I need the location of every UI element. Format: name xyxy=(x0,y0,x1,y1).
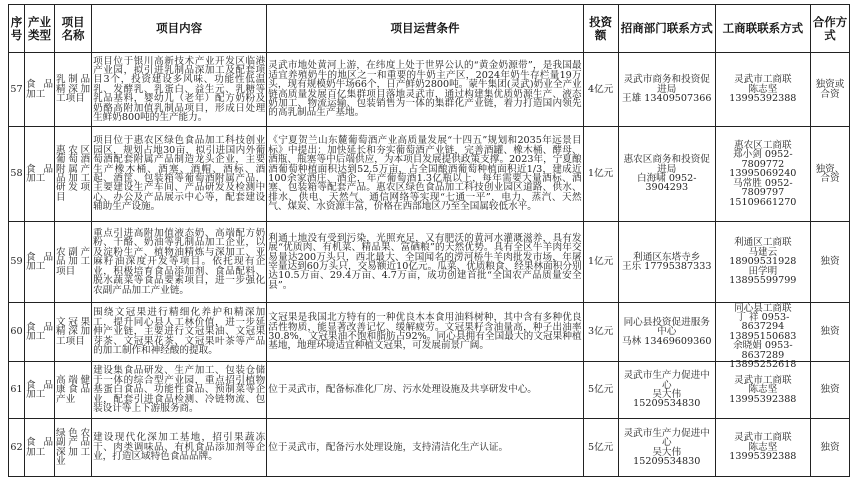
header-no: 序号 xyxy=(9,5,25,53)
row-name xyxy=(55,362,92,419)
row-content xyxy=(92,362,267,419)
row-invest-contact xyxy=(618,53,715,127)
row-investment xyxy=(583,127,618,222)
row-type-text: 食品加工 xyxy=(26,163,54,184)
row-no xyxy=(9,362,25,419)
row-fic-contact xyxy=(715,362,810,419)
row-cooperation-text: 独资 xyxy=(820,441,840,453)
row-cooperation-text: 独资或合资 xyxy=(815,79,845,100)
row-investment xyxy=(583,419,618,477)
row-no-text: 59 xyxy=(10,256,23,268)
row-content-text: 重点引进高附加值液态奶、高端配方奶粉、干酪、奶油等乳制品加工企业，以及淀粉生产、植物油精炼与深加工、亚麻籽油深度开发等项目。依托现有企业，积极培育食品添加剂、食品配料、脱水蔬菜等食品要素项目，进一步强化农副产品加工产业链。 xyxy=(93,228,266,296)
row-name xyxy=(55,222,92,303)
row-no xyxy=(9,53,25,127)
row-no xyxy=(9,419,25,477)
row-type xyxy=(25,303,55,362)
row-content xyxy=(92,303,267,362)
row-type-text: 食品加工 xyxy=(26,79,54,100)
row-investment xyxy=(583,303,618,362)
row-investment-text: 4亿元 xyxy=(588,83,614,95)
investment-projects-table xyxy=(8,4,850,477)
row-fic-contact xyxy=(715,419,810,477)
table-header-row xyxy=(9,5,850,53)
row-content xyxy=(92,127,267,222)
row-no-text: 57 xyxy=(10,83,23,95)
header-content: 项目内容 xyxy=(92,5,267,53)
table-row xyxy=(9,53,850,127)
row-content-text: 项目位于银川高新技术产业开发区临港产业园，拟引进乳制品深加工及配套项目3个，投资建设多风味、功能性低温乳、发酵乳、乳蛋白、益生元、乳糖等乳品基料，婴幼儿（老年）配方奶粉及奶酪高附加值乳制品项目，形成日处理生鲜奶800吨的生产能力。 xyxy=(93,55,266,124)
row-fic-contact xyxy=(715,222,810,303)
row-no-text: 61 xyxy=(10,384,23,396)
row-invest-contact-text: 利通区东塔寺乡 王乐 17795387333 xyxy=(622,251,712,272)
row-invest-contact-text: 灵武市商务和投资促进局 王雄 13409507366 xyxy=(622,74,712,105)
row-cooperation-text: 独资 xyxy=(820,384,840,396)
row-type xyxy=(25,222,55,303)
row-name-text: 乳制品精深加工项目 xyxy=(56,74,91,105)
row-name xyxy=(55,303,92,362)
row-investment-text: 1亿元 xyxy=(588,168,614,180)
row-content xyxy=(92,419,267,477)
row-invest-contact-text: 惠农区商务和投资促进局 白海啸 0952-3904293 xyxy=(623,154,710,194)
row-invest-contact xyxy=(618,127,715,222)
row-investment xyxy=(583,53,618,127)
header-invest-contact: 招商部门联系方式 xyxy=(618,5,715,53)
row-no xyxy=(9,127,25,222)
table-row xyxy=(9,419,850,477)
header-name: 项目名称 xyxy=(55,5,92,53)
header-type: 产业类型 xyxy=(25,5,55,53)
row-cooperation xyxy=(810,419,849,477)
header-conditions: 项目运营条件 xyxy=(267,5,583,53)
row-no xyxy=(9,222,25,303)
row-conditions xyxy=(267,53,583,127)
row-investment-text: 1亿元 xyxy=(588,256,614,268)
row-no-text: 62 xyxy=(10,441,23,453)
row-invest-contact-text: 同心县投资促进服务中心 马林 13469609360 xyxy=(622,316,712,347)
table-row xyxy=(9,362,850,419)
row-conditions xyxy=(267,222,583,303)
row-invest-contact xyxy=(618,222,715,303)
row-invest-contact xyxy=(618,362,715,419)
row-content-text: 建设集食品研发、生产加工、包装仓储于一体的综合型产业园，重点招引植物基蛋白食品、功能性食品、预制菜等企业，配套引进食品检测、冷链物流、包装设计等上下游服务商。 xyxy=(93,365,266,415)
header-cooperation: 合作方式 xyxy=(810,5,849,53)
row-conditions-text: 文冠果是我国北方特有的一种优良木本食用油料树种，其中含有多种优良活性物质，能显著改善记忆、缓解疲劳。文冠果籽含油量高，种子出油率30.8%，文冠果油不饱和脂肪占92%。同心县拥有全国最大的文冠果种植基地，地理环境适宜种植文冠果，可发展前景广阔。 xyxy=(268,312,582,352)
row-name-text: 惠农区葡萄酒附属产品加工研发项目 xyxy=(56,144,91,203)
row-content xyxy=(92,53,267,127)
row-invest-contact-text: 灵武市生产力促进中心 吴大伟 15209534830 xyxy=(623,370,710,410)
row-name xyxy=(55,53,92,127)
row-content-text: 建设现代化深加工基地，招引果蔬冻干、肉类调味品、有机食品添加剂等企业，打造区域特色食品品牌。 xyxy=(93,432,266,463)
row-invest-contact-text: 灵武市生产力促进中心 吴大伟 15209534830 xyxy=(623,427,710,467)
row-cooperation-text: 独资 xyxy=(820,256,840,268)
row-name xyxy=(55,127,92,222)
table-row xyxy=(9,303,850,362)
row-fic-contact xyxy=(715,53,810,127)
row-cooperation-text: 独资、合资 xyxy=(815,163,845,184)
table-row xyxy=(9,222,850,303)
row-content-text: 围绕文冠果进行精细化养护和精深加工，提升同心县人工林价值，进一步延伸产业链，主要进行文冠果油、文冠果芽茶、文冠果花茶、文冠果叶茶等产品的加工制作和神经酸的提取。 xyxy=(93,307,266,357)
row-conditions-text: 《宁夏贺兰山东麓葡萄酒产业高质量发展“十四五”规划和2035年远景目标》中提出：加快延长和夯实葡萄酒产业链，完善酒罐、橡木桶、酵母、酒瓶、瓶塞等中后端供应，为本项目发展提供政策支撑。2023年，宁夏酿酒葡萄种植面积达到52.5万亩，占全国酿酒葡萄种植面积近1/3，建成近100余家酒庄、酒企，年产葡萄酒1.3亿瓶以上，每年需要大量酒标、酒塞、包装箱等配套产品。惠农区绿色食品加工科技创业园区道路、供水、排水、供电、天然气、通信网络等实现“七通一平”，电力、蒸汽、天然气、煤炭、水资源丰富，价格在西部地区乃至全国属较低水平。 xyxy=(268,135,582,213)
row-conditions xyxy=(267,303,583,362)
row-type xyxy=(25,362,55,419)
row-investment-text: 3亿元 xyxy=(588,326,614,338)
row-conditions xyxy=(267,127,583,222)
row-cooperation xyxy=(810,127,849,222)
row-no-text: 58 xyxy=(10,168,23,180)
row-fic-contact-text: 同心县工商联 丁 祥 0953-8637294 13895150683 余晓娟 0953-8637289 13895252618 xyxy=(729,302,797,370)
row-cooperation xyxy=(810,222,849,303)
row-cooperation-text: 独资 xyxy=(820,326,840,338)
row-name xyxy=(55,419,92,477)
row-investment-text: 5亿元 xyxy=(588,384,614,396)
row-name-text: 高端健康食品产业 xyxy=(56,374,91,405)
header-investment: 投资额 xyxy=(583,5,618,53)
row-type xyxy=(25,53,55,127)
row-investment xyxy=(583,362,618,419)
row-investment xyxy=(583,222,618,303)
row-type-text: 食品加工 xyxy=(26,251,54,272)
row-fic-contact-text: 惠农区工商联 郑小剑 0952-7809772 13995069240 马常胜 0952-7809797 15109661270 xyxy=(729,140,797,208)
row-type-text: 食品加工 xyxy=(26,437,54,458)
row-fic-contact xyxy=(715,302,810,370)
row-no-text: 60 xyxy=(10,326,23,338)
row-invest-contact xyxy=(618,419,715,477)
row-cooperation xyxy=(810,53,849,127)
row-fic-contact-text: 灵武市工商联 陈志坚 13995392388 xyxy=(729,374,797,405)
row-invest-contact xyxy=(618,303,715,362)
row-conditions-text: 位于灵武市，配备标准化厂房、污水处理设施及共享研发中心。 xyxy=(268,384,537,396)
row-fic-contact-text: 灵武市工商联 陈志坚 13995392388 xyxy=(729,432,797,463)
row-fic-contact-text: 灵武市工商联 陈志坚 13995392388 xyxy=(729,74,797,105)
row-conditions-text: 灵武市地处黄河上游，在纬度上处于世界公认的“黄金奶源带”，是我国最适宜养殖奶牛的地区之一和重要的牛奶主产区，2024年奶牛存栏量19万头，现有规模奶牛场66个，日产鲜奶2800吨。蒙牛集团(灵武)奶业全产业链高质量发展百亿集群项目落地灵武市，通过构建集优质奶源生产、液态奶加工、物流运输、包装销售为一体的集群化产业链，着力打造国内领先的高乳制品生产基地。 xyxy=(268,60,582,119)
row-name-text: 农副产品加工项目 xyxy=(56,246,91,277)
row-name-text: 绿色农副产品深加工业 xyxy=(56,427,91,467)
row-cooperation xyxy=(810,303,849,362)
row-no xyxy=(9,303,25,362)
row-type xyxy=(25,419,55,477)
row-conditions-text: 位于灵武市，配备污水处理设施，支持清洁化生产认证。 xyxy=(268,441,509,453)
row-conditions xyxy=(267,362,583,419)
row-fic-contact-text: 利通区工商联 马建云 18909531928 田学明 13895599799 xyxy=(729,237,797,287)
row-type xyxy=(25,127,55,222)
row-conditions xyxy=(267,419,583,477)
row-investment-text: 5亿元 xyxy=(588,441,614,453)
row-fic-contact xyxy=(715,127,810,222)
row-conditions-text: 利通土地没有受到污染，光照充足，又有肥沃的黄河水灌溉滋养，具有发展“优质肉、有机菜、精品果、富硒粮”的天然优势。具有全区牛羊肉年交易量达200万头只，西北最大、全国闻名的涝河桥牛羊肉批发市场，年屠宰量达到60万头只，交易额近10亿元。瓜菜、优质粮食、经果林面积分别达10.5万亩、29.4万亩、4.7万亩，成功创建首批“全国农产品质量安全县”。 xyxy=(268,232,582,291)
row-content-text: 项目位于惠农区绿色食品加工科技创业园区，规划占地30亩，拟引进国内外葡萄酒配套附属产品制造龙头企业，主要生产橡木桶、酒塞、酒帽、酒标、酒起、酒筐、包装箱等葡萄酒附属产品，主要建设生产车间、产品研发及检测中心、办公及产品展示中心等，配套建设辅助生产设施。 xyxy=(93,135,266,213)
header-fic-contact: 工商联联系方式 xyxy=(715,5,810,53)
row-type-text: 食品加工 xyxy=(26,379,54,400)
row-content xyxy=(92,222,267,303)
row-cooperation xyxy=(810,362,849,419)
row-name-text: 文冠果精深加工项目 xyxy=(56,316,91,347)
table-row xyxy=(9,127,850,222)
row-type-text: 食品加工 xyxy=(26,321,54,342)
